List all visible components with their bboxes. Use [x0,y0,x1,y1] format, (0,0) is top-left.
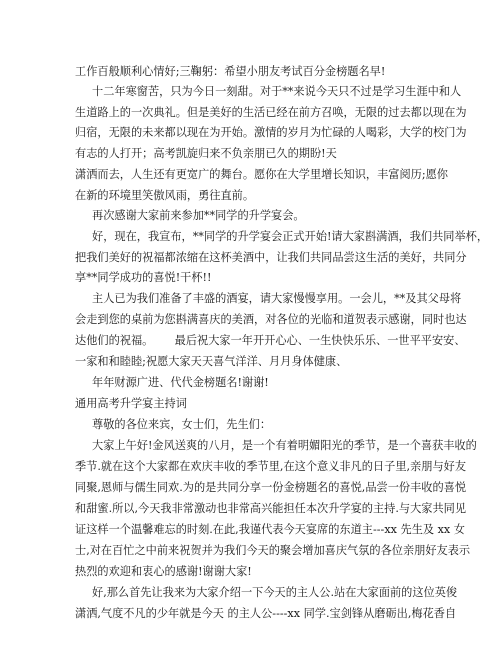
text-line: 再次感谢大家前来参加**同学的升学宴会。 [92,209,305,222]
text-line: 士,对在百忙之中前来祝贺并为我们今天的聚会增加喜庆气氛的各位亲朋好友表示 [75,544,471,557]
text-line: 在新的环境里笑傲风雨，勇往直前。 [75,189,255,202]
text-line: 一家和和睦睦;祝愿大家天天喜气洋洋、月月身体健康、 [75,355,348,368]
text-line: 潇洒而去，人生还有更宽广的舞台。愿你在大学里增长知识，丰富阅历;愿你 [75,168,448,181]
text-line: 把我们美好的祝福都浓缩在这杯美酒中，让我们共同品尝这生活的美好，共同分 [75,251,467,264]
text-line: 归宿，无限的未来都以现在为开始。激情的岁月为忙碌的人喝彩，大学的校门为 [75,126,467,139]
text-line: 达他们的祝福。 最后祝大家一年开开心心、一生快快乐乐、一世平平安安、 [75,334,466,347]
text-line: 潇洒,气度不凡的少年就是今天 的主人公----xx 同学.宝剑锋从磨砺出,梅花香自 [75,607,457,620]
text-line: 季节.就在这个大家都在欢庆丰收的季节里,在这个意义非凡的日子里,亲朋与好友 [75,460,467,473]
text-line: 主人已为我们准备了丰盛的酒宴，请大家慢慢享用。一会儿，**及其父母将 [92,292,462,305]
salutation: 尊敬的各位来宾，女士们，先生们： [92,418,272,431]
section-heading: 通用高考升学宴主持词 [75,397,187,410]
text-line: 生道路上的一次典礼。但是美好的生活已经在前方召唤，无限的过去都以现在为 [75,106,467,119]
text-line: 热烈的欢迎和衷心的感谢!谢谢大家! [75,565,252,578]
text-line: 好,那么首先让我来为大家介绍一下今天的主人公.站在大家面前的这位英俊 [92,586,458,599]
text-line: 和甜蜜.所以,今天我非常激动也非常高兴能担任本次升学宴的主持.与大家共同见 [75,502,467,515]
text-line: 好，现在，我宣布，**同学的升学宴会正式开始!请大家斟满酒，我们共同举杯， [92,230,489,243]
text-line: 同聚,恩师与儒生同欢.为的是共同分享一份金榜题名的喜悦,品尝一份丰收的喜悦 [75,481,467,494]
text-line: 十二年寒窗苦，只为今日一刻甜。对于**来说今天只不过是学习生涯中和人 [92,85,462,98]
text-line: 大家上午好!金风送爽的八月，是一个有着明媚阳光的季节，是一个喜获丰收的 [92,439,477,452]
text-line: 会走到您的桌前为您斟满喜庆的美酒，对各位的光临和道贺表示感谢，同时也达 [75,313,467,326]
text-line: 年年财源广进、代代金榜题名!谢谢! [92,376,269,389]
text-line: 有志的人打开；高考凯旋归来不负亲朋已久的期盼!天 [75,147,337,160]
text-line: 享**同学成功的喜悦!干杯!! [75,271,212,284]
text-line: 证这样一个温馨难忘的时刻.在此,我谨代表今天宴席的东道主---xx 先生及 xx 女 [75,523,465,536]
text-line: 工作百般顺利心情好;三鞠躬：希望小朋友考试百分金榜题名早! [75,65,386,78]
